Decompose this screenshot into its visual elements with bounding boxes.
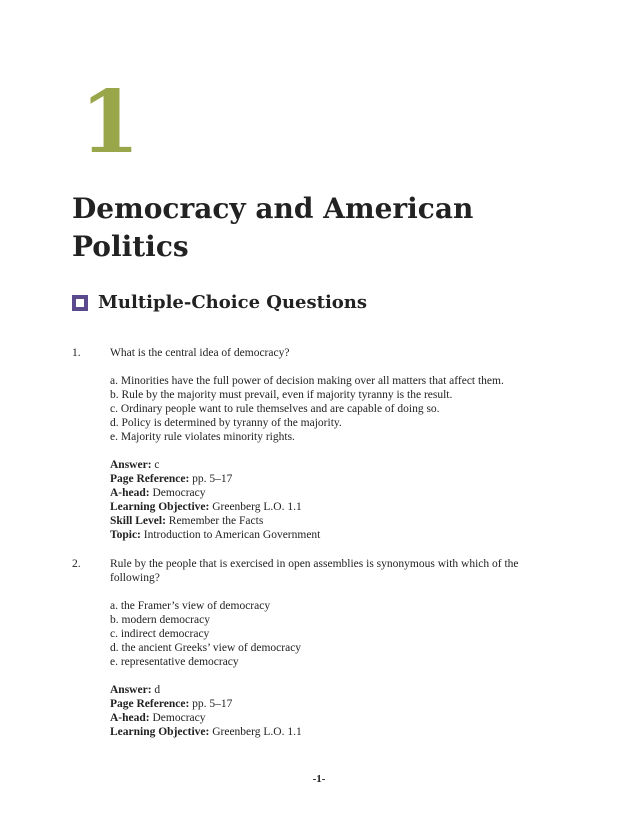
choice-c: c. indirect democracy bbox=[110, 628, 210, 640]
meta-page-reference: Page Reference: pp. 5–17 bbox=[110, 473, 233, 485]
choice-e: e. Majority rule violates minority rights. bbox=[110, 431, 295, 443]
meta-a-head: A-head: Democracy bbox=[110, 487, 206, 499]
page-number: -1- bbox=[312, 773, 326, 785]
chapter-number: 1 bbox=[80, 72, 140, 173]
choice-b: b. Rule by the majority must prevail, even if majority tyranny is the result. bbox=[110, 389, 453, 401]
chapter-title: Democracy and American Politics bbox=[72, 192, 474, 263]
answer-metadata bbox=[110, 683, 562, 739]
question-text: What is the central idea of democracy? bbox=[110, 347, 290, 359]
section-heading bbox=[72, 292, 367, 313]
answer-choices bbox=[110, 599, 562, 669]
checkbox-square-icon bbox=[72, 295, 88, 311]
meta-learning-objective: Learning Objective: Greenberg L.O. 1.1 bbox=[110, 726, 302, 738]
choice-e: e. representative democracy bbox=[110, 656, 239, 668]
choice-d: d. the ancient Greeks’ view of democracy bbox=[110, 642, 302, 654]
question-text: Rule by the people that is exercised in open assemblies is synonymous with which of the following? bbox=[110, 558, 519, 584]
choice-a: a. Minorities have the full power of decision making over all matters that affect them. bbox=[110, 375, 504, 387]
choice-c: c. Ordinary people want to rule themselves and are capable of doing so. bbox=[110, 403, 440, 415]
answer-metadata bbox=[110, 458, 562, 542]
meta-answer: Answer: c bbox=[110, 459, 160, 471]
choice-b: b. modern democracy bbox=[110, 614, 210, 626]
meta-answer: Answer: d bbox=[110, 684, 161, 696]
choice-a: a. the Framer’s view of democracy bbox=[110, 600, 271, 612]
question-1 bbox=[72, 346, 562, 542]
question-number: 2. bbox=[72, 558, 81, 570]
meta-page-reference: Page Reference: pp. 5–17 bbox=[110, 698, 233, 710]
meta-skill-level: Skill Level: Remember the Facts bbox=[110, 515, 264, 527]
answer-choices bbox=[110, 374, 562, 444]
choice-d: d. Policy is determined by tyranny of the majority. bbox=[110, 417, 342, 429]
meta-learning-objective: Learning Objective: Greenberg L.O. 1.1 bbox=[110, 501, 302, 513]
question-number: 1. bbox=[72, 347, 81, 359]
question-2 bbox=[72, 557, 562, 739]
meta-a-head: A-head: Democracy bbox=[110, 712, 206, 724]
meta-topic: Topic: Introduction to American Government bbox=[110, 529, 321, 541]
section-title: Multiple-Choice Questions bbox=[98, 292, 368, 313]
